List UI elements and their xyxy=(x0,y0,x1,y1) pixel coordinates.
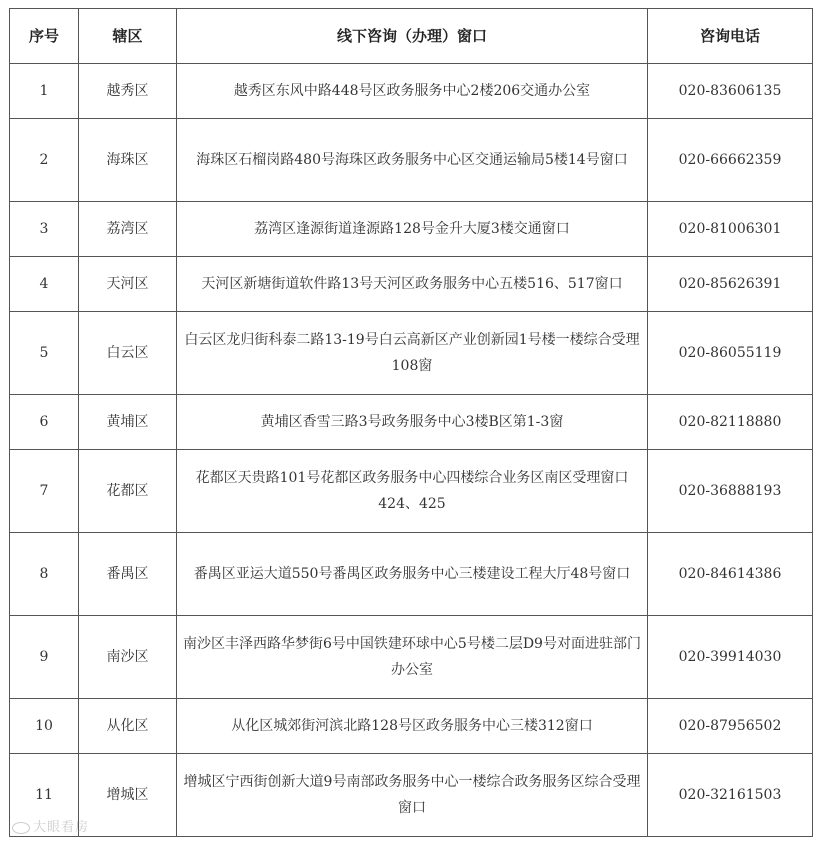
row-no: 8 xyxy=(10,533,79,616)
row-district: 南沙区 xyxy=(79,616,177,699)
row-district: 海珠区 xyxy=(79,119,177,202)
row-phone: 020-85626391 xyxy=(648,257,813,312)
row-district: 荔湾区 xyxy=(79,202,177,257)
watermark-logo-icon xyxy=(12,822,30,834)
row-window: 黄埔区香雪三路3号政务服务中心3楼B区第1-3窗 xyxy=(177,395,648,450)
watermark-text: 大眼看房 xyxy=(33,820,90,835)
row-phone: 020-82118880 xyxy=(648,395,813,450)
row-district: 增城区 xyxy=(79,754,177,837)
row-no: 3 xyxy=(10,202,79,257)
table-row xyxy=(10,257,813,312)
row-window: 番禺区亚运大道550号番禺区政务服务中心三楼建设工程大厅48号窗口 xyxy=(177,533,648,616)
row-district: 花都区 xyxy=(79,450,177,533)
row-district: 从化区 xyxy=(79,699,177,754)
row-no: 1 xyxy=(10,64,79,119)
row-no: 5 xyxy=(10,312,79,395)
table-row xyxy=(10,202,813,257)
row-district: 越秀区 xyxy=(79,64,177,119)
row-phone: 020-83606135 xyxy=(648,64,813,119)
row-phone: 020-87956502 xyxy=(648,699,813,754)
header-row xyxy=(10,9,813,64)
row-phone: 020-32161503 xyxy=(648,754,813,837)
row-window: 白云区龙归街科泰二路13-19号白云高新区产业创新园1号楼一楼综合受理108窗 xyxy=(177,312,648,395)
row-window: 天河区新塘街道软件路13号天河区政务服务中心五楼516、517窗口 xyxy=(177,257,648,312)
row-no: 2 xyxy=(10,119,79,202)
table-row xyxy=(10,754,813,837)
header-window: 线下咨询（办理）窗口 xyxy=(177,9,648,64)
row-district: 天河区 xyxy=(79,257,177,312)
row-no: 4 xyxy=(10,257,79,312)
row-phone: 020-66662359 xyxy=(648,119,813,202)
header-no: 序号 xyxy=(10,9,79,64)
row-window: 从化区城郊街河滨北路128号区政务服务中心三楼312窗口 xyxy=(177,699,648,754)
table-row xyxy=(10,616,813,699)
header-phone: 咨询电话 xyxy=(648,9,813,64)
row-phone: 020-84614386 xyxy=(648,533,813,616)
row-district: 番禺区 xyxy=(79,533,177,616)
table-row xyxy=(10,533,813,616)
table-row xyxy=(10,312,813,395)
row-phone: 020-81006301 xyxy=(648,202,813,257)
row-no: 9 xyxy=(10,616,79,699)
row-window: 增城区宁西街创新大道9号南部政务服务中心一楼综合政务服务区综合受理窗口 xyxy=(177,754,648,837)
row-phone: 020-39914030 xyxy=(648,616,813,699)
table-row xyxy=(10,64,813,119)
row-window: 越秀区东风中路448号区政务服务中心2楼206交通办公室 xyxy=(177,64,648,119)
table-row xyxy=(10,450,813,533)
header-district: 辖区 xyxy=(79,9,177,64)
table-row xyxy=(10,119,813,202)
row-no: 6 xyxy=(10,395,79,450)
watermark xyxy=(12,816,89,835)
row-district: 白云区 xyxy=(79,312,177,395)
row-phone: 020-86055119 xyxy=(648,312,813,395)
row-phone: 020-36888193 xyxy=(648,450,813,533)
row-no: 11 xyxy=(10,754,79,837)
row-district: 黄埔区 xyxy=(79,395,177,450)
row-no: 7 xyxy=(10,450,79,533)
table-row xyxy=(10,395,813,450)
row-window: 海珠区石榴岗路480号海珠区政务服务中心区交通运输局5楼14号窗口 xyxy=(177,119,648,202)
consultation-windows-table xyxy=(9,8,813,837)
table-row xyxy=(10,699,813,754)
row-window: 花都区天贵路101号花都区政务服务中心四楼综合业务区南区受理窗口424、425 xyxy=(177,450,648,533)
row-window: 荔湾区逢源街道逢源路128号金升大厦3楼交通窗口 xyxy=(177,202,648,257)
row-window: 南沙区丰泽西路华梦街6号中国铁建环球中心5号楼二层D9号对面进驻部门办公室 xyxy=(177,616,648,699)
row-no: 10 xyxy=(10,699,79,754)
